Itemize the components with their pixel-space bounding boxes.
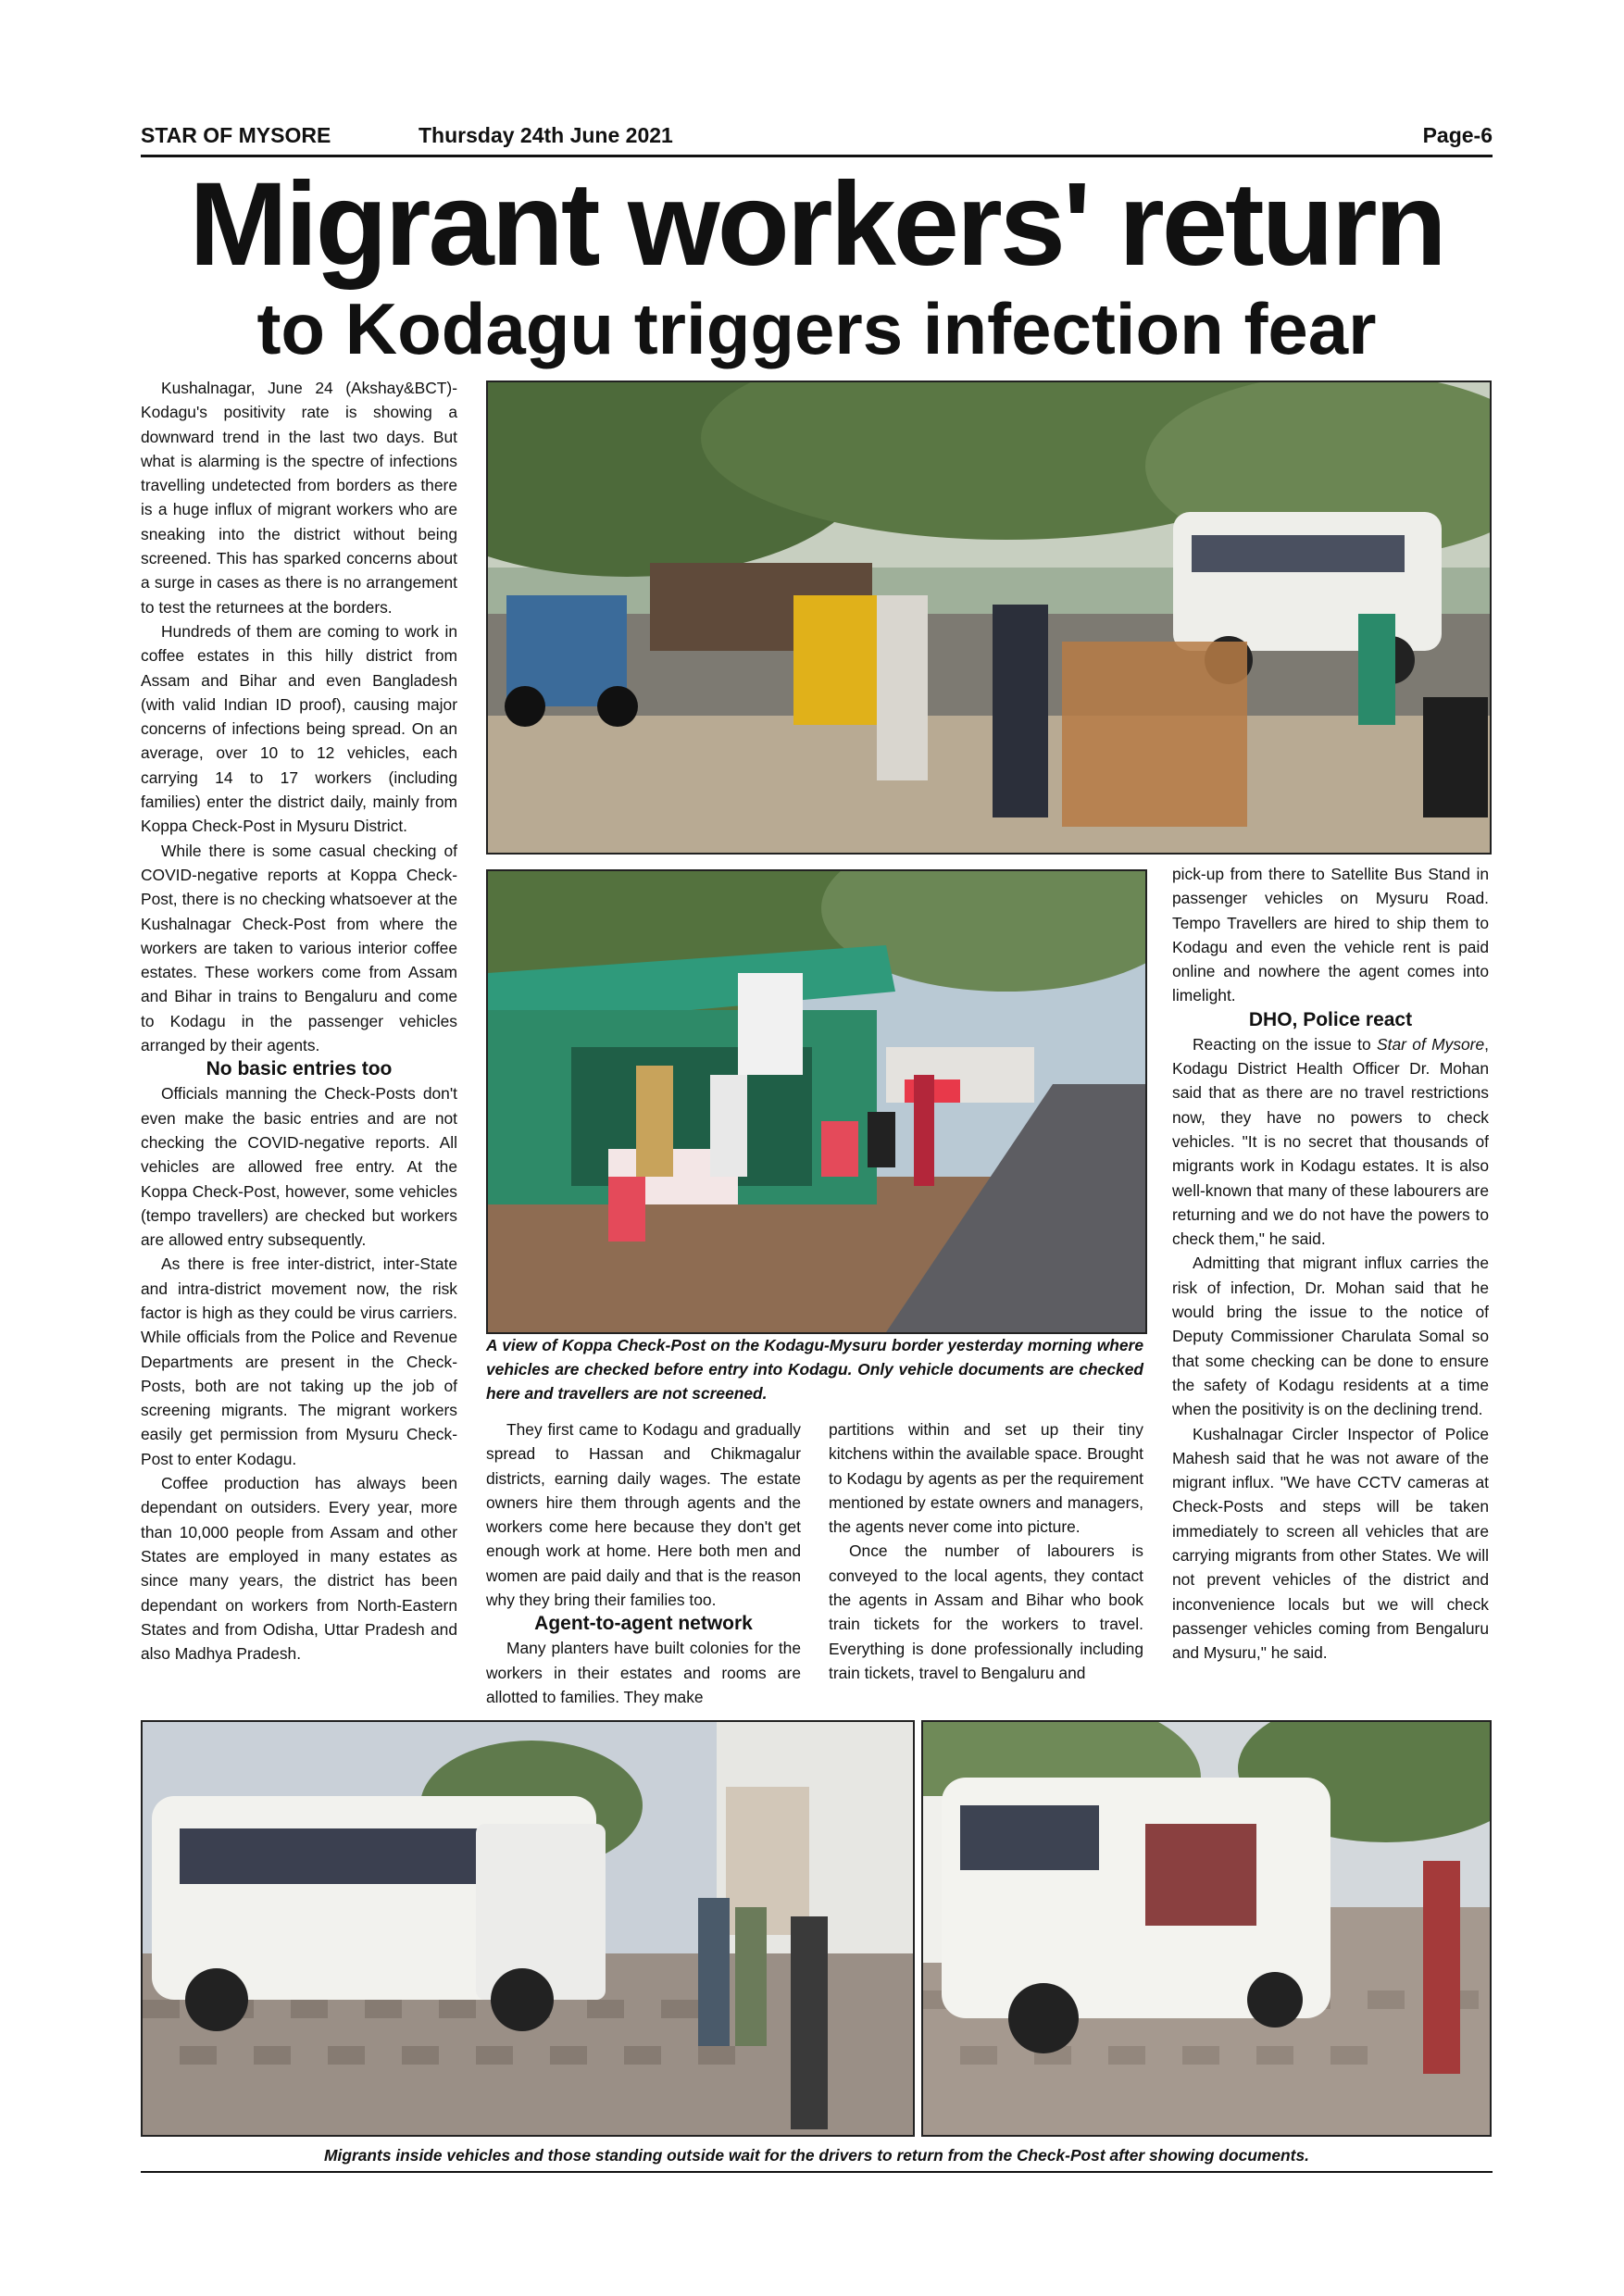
photo-checkpost-road-scene — [488, 382, 1490, 853]
text-fragment: Reacting on the issue to — [1193, 1034, 1378, 1054]
photo-bottom-left — [141, 1720, 915, 2137]
article-column-2 — [486, 1417, 801, 1709]
photo-tempo-traveller-right — [923, 1722, 1490, 2135]
paragraph — [1172, 1032, 1489, 1252]
paragraph: Kushalnagar, June 24 (Akshay&BCT)- Kodagu's positivity rate is showing a downward trend in the last two days. But what is alarming is the spectre of infections travelling undetected from borders as there is a huge influx of migrant workers who are sneaking into the district without being screened. This has sparked concerns about a surge in cases as there is no arrangement to test the returnees at the borders. — [141, 379, 457, 617]
paragraph: While there is some casual checking of COVID-negative reports at Koppa Check-Post, there is no checking whatsoever at the Kushalnagar Check-Post from where the workers are taken to various interior coffee estates. These workers come from Assam and Bihar in trains to Bengaluru and come to Kodagu in the passenger vehicles arranged by their agents. — [141, 841, 457, 1055]
paragraph: Hundreds of them are coming to work in coffee estates in this hilly district from Assam and Bihar and even Bangladesh (with valid Indian ID proof), causing major concerns of infections being spread. On an average, over 10 to 12 vehicles, each carrying 14 to 17 workers (including families) enter the district daily, mainly from Koppa Check-Post in Mysuru District. — [141, 621, 457, 836]
headline-line-2: to Kodagu triggers infection fear — [256, 288, 1377, 369]
paragraph: Admitting that migrant influx carries the risk of infection, Dr. Mohan said that he would bring the issue to the notice of Deputy Commissioner Charulata Somal so that some checking can be done to ensure the safety of Kodagu residents at a time when the positivity is on the declining trend. — [1172, 1254, 1489, 1419]
paragraph: Once the number of labourers is conveyed to the local agents, they contact the agents in Assam and Bihar who book train tickets for the workers to travel. Everything is done professionally including train tickets, travel to Bengaluru and — [829, 1541, 1143, 1682]
paragraph: They first came to Kodagu and gradually spread to Hassan and Chikmagalur districts, earning daily wages. The estate owners hire them through agents and the workers come here because they don't get enough work at home. Here both men and women are paid daily and that is the reason why they bring their families too. — [486, 1420, 801, 1610]
masthead — [141, 123, 1493, 156]
photo-tempo-traveller-left — [143, 1722, 913, 2135]
subheading: Agent-to-agent network — [534, 1613, 753, 1635]
photo-koppa-checkpost-tent — [488, 871, 1145, 1332]
paragraph: partitions within and set up their tiny kitchens within the available space. Brought to Kodagu by agents as per the requirement mentioned by estate owners and managers, the agents never come into picture. — [829, 1420, 1143, 1537]
article-column-3 — [829, 1417, 1143, 1685]
paragraph: As there is free inter-district, inter-State and intra-district movement now, the risk factor is high as they could be virus carriers. While officials from the Police and Revenue Departments are present in the Check-Posts, both are not taking up the job of screening migrants. The migrant workers easily get permission from Mysuru Check-Post to enter Kodagu. — [141, 1254, 457, 1468]
text-fragment: , Kodagu District Health Officer Dr. Mohan said that as there are no travel restrictions now, they have no powers to check vehicles. "It is no secret that thousands of migrants work in Kodagu estates. It is also well-known that many of these labourers are returning and we do not have the powers to check them," he said. — [1172, 1034, 1489, 1249]
paragraph: Coffee production has always been dependant on outsiders. Every year, more than 10,000 people from Assam and other States are employed in many estates as since many years, the district has been dependant on workers from North-Eastern States and from Odisha, Uttar Pradesh and also Madhya Pradesh. — [141, 1474, 457, 1664]
paragraph: Kushalnagar Circler Inspector of Police Mahesh said that he was not aware of the migrant influx. "We have CCTV cameras at Check-Posts and steps will be taken immediately to screen all vehicles that are carrying migrants from other States. We will not prevent vehicles of the district and inconvenience locals but we will check passenger vehicles coming from Bengaluru and Mysuru," he said. — [1172, 1424, 1489, 1663]
photo-top — [486, 381, 1492, 855]
paragraph: pick-up from there to Satellite Bus Stand in passenger vehicles on Mysuru Road. Tempo Travellers are hired to ship them to Kodagu and even the vehicle rent is paid online and nowhere the agent comes into limelight. — [1172, 865, 1489, 1005]
headline-line-1: Migrant workers' return — [189, 158, 1444, 291]
photo-middle — [486, 869, 1147, 1334]
issue-date: Thursday 24th June 2021 — [418, 123, 673, 147]
subheading: DHO, Police react — [1248, 1008, 1413, 1030]
photo-caption-middle: A view of Koppa Check-Post on the Kodagu-Mysuru border yesterday morning where vehicles are checked before entry into Kodagu. Only vehicle documents are checked here and travellers are not screened. — [486, 1336, 1143, 1403]
photo-bottom-right — [921, 1720, 1492, 2137]
article-column-4 — [1172, 862, 1489, 1666]
article-column-1 — [141, 376, 457, 1666]
subheading: No basic entries too — [206, 1058, 393, 1080]
newspaper-name: STAR OF MYSORE — [141, 123, 331, 147]
page-number: Page-6 — [1422, 123, 1493, 147]
paragraph: Officials manning the Check-Posts don't even make the basic entries and are not checking the COVID-negative reports. All vehicles are allowed free entry. At the Koppa Check-Post, however, some vehicles (tempo travellers) are checked but workers are allowed entry subsequently. — [141, 1084, 457, 1250]
newspaper-name-italic: Star of Mysore — [1377, 1034, 1485, 1054]
paragraph: Many planters have built colonies for the workers in their estates and rooms are allotted to families. They make — [486, 1639, 801, 1706]
bottom-rule — [141, 2171, 1493, 2173]
photo-caption-bottom: Migrants inside vehicles and those standing outside wait for the drivers to return from the Check-Post after showing documents. — [324, 2146, 1309, 2165]
